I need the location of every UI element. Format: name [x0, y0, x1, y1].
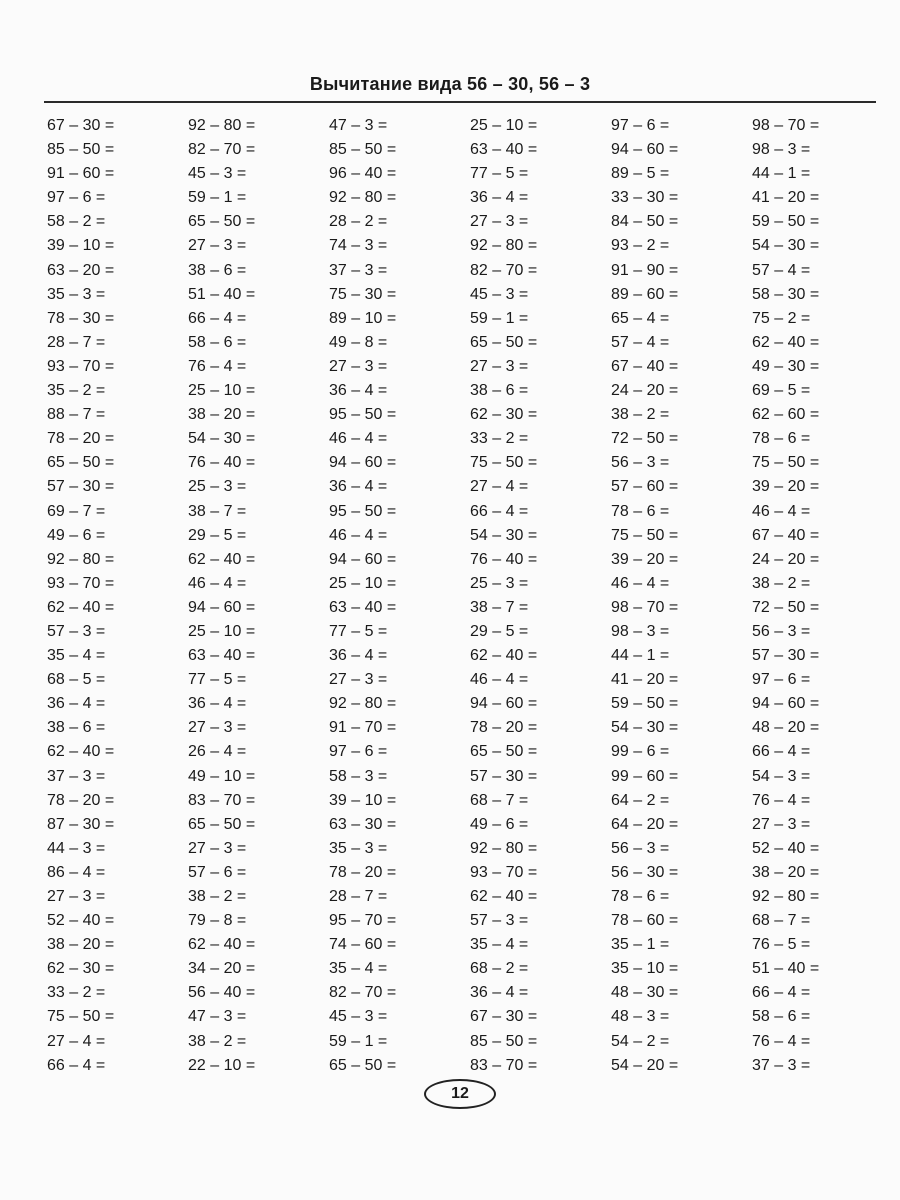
exercise-item: 38 – 6 = — [47, 719, 106, 737]
exercise-row — [0, 164, 900, 188]
exercise-item: 47 – 3 = — [329, 117, 388, 134]
exercise-item: 85 – 50 = — [47, 141, 115, 159]
exercise-item: 44 – 1 = — [611, 647, 670, 665]
exercise-item: 67 – 40 = — [752, 526, 820, 544]
exercise-row — [0, 598, 900, 622]
exercise-item: 92 – 80 = — [470, 237, 538, 255]
exercise-item: 49 – 6 = — [47, 526, 106, 544]
exercise-item: 62 – 40 = — [752, 333, 820, 351]
exercise-item: 69 – 7 = — [47, 502, 106, 520]
exercise-item: 69 – 5 = — [752, 382, 811, 400]
exercise-row — [0, 140, 900, 164]
exercise-item: 44 – 1 = — [752, 165, 811, 183]
exercise-item: 92 – 80 = — [470, 839, 538, 857]
exercise-item: 44 – 3 = — [47, 839, 106, 857]
exercise-item: 94 – 60 = — [188, 598, 256, 616]
exercise-item: 62 – 30 = — [470, 406, 538, 424]
exercise-item: 78 – 20 = — [329, 863, 397, 881]
exercise-item: 38 – 2 = — [752, 574, 811, 592]
exercise-item: 28 – 2 = — [329, 213, 388, 231]
page-number: 12 — [424, 1079, 496, 1109]
exercise-item: 97 – 6 = — [752, 671, 811, 689]
exercise-item: 89 – 5 = — [611, 165, 670, 183]
exercise-row — [0, 1007, 900, 1031]
exercise-item: 65 – 50 = — [329, 1056, 397, 1074]
exercise-item: 67 – 40 = — [611, 357, 679, 375]
exercise-row — [0, 212, 900, 236]
exercise-item: 39 – 10 = — [47, 237, 115, 255]
exercise-item: 27 – 3 = — [188, 237, 247, 255]
exercise-item: 22 – 10 = — [188, 1056, 256, 1074]
exercise-item: 64 – 20 = — [611, 815, 679, 833]
exercise-row — [0, 839, 900, 863]
exercise-item: 57 – 3 = — [470, 912, 529, 930]
exercise-item: 86 – 4 = — [47, 863, 106, 881]
exercise-item: 76 – 4 = — [752, 1032, 811, 1050]
exercise-item: 38 – 6 = — [188, 261, 247, 279]
exercise-item: 35 – 1 = — [611, 936, 670, 954]
exercise-item: 62 – 30 = — [47, 960, 115, 978]
exercise-item: 52 – 40 = — [752, 839, 820, 857]
exercise-row — [0, 718, 900, 742]
exercise-item: 62 – 40 = — [47, 598, 115, 616]
exercise-item: 56 – 3 = — [611, 839, 670, 857]
exercise-item: 75 – 50 = — [47, 1008, 115, 1026]
exercise-item: 29 – 5 = — [470, 622, 529, 640]
exercise-row — [0, 574, 900, 598]
exercise-item: 48 – 20 = — [752, 719, 820, 737]
exercise-item: 82 – 70 = — [470, 261, 538, 279]
exercise-item: 63 – 40 = — [329, 598, 397, 616]
exercise-item: 24 – 20 = — [752, 550, 820, 568]
exercise-item: 75 – 2 = — [752, 309, 811, 327]
exercise-item: 58 – 30 = — [752, 285, 820, 303]
exercise-row — [0, 526, 900, 550]
exercise-item: 93 – 70 = — [470, 863, 538, 881]
exercise-item: 65 – 50 = — [47, 454, 115, 472]
exercise-row — [0, 622, 900, 646]
exercise-item: 74 – 60 = — [329, 936, 397, 954]
exercise-item: 35 – 3 = — [47, 285, 106, 303]
exercise-item: 49 – 6 = — [470, 815, 529, 833]
exercise-item: 63 – 20 = — [47, 261, 115, 279]
exercise-item: 63 – 30 = — [329, 815, 397, 833]
exercise-item: 57 – 3 = — [47, 622, 106, 640]
exercise-item: 64 – 2 = — [611, 791, 670, 809]
exercise-item: 85 – 50 = — [470, 1032, 538, 1050]
exercise-item: 46 – 4 = — [188, 574, 247, 592]
exercise-item: 38 – 20 = — [188, 406, 256, 424]
exercise-item: 24 – 20 = — [611, 382, 679, 400]
exercise-item: 94 – 60 = — [470, 695, 538, 713]
exercise-row — [0, 694, 900, 718]
exercise-item: 99 – 6 = — [611, 743, 670, 761]
exercise-item: 26 – 4 = — [188, 743, 247, 761]
exercise-item: 35 – 4 = — [47, 647, 106, 665]
exercise-item: 95 – 50 = — [329, 406, 397, 424]
exercise-item: 74 – 3 = — [329, 237, 388, 255]
exercise-item: 45 – 3 = — [188, 165, 247, 183]
exercise-item: 77 – 5 = — [329, 622, 388, 640]
exercise-item: 57 – 4 = — [752, 261, 811, 279]
exercise-item: 36 – 4 = — [329, 647, 388, 665]
exercise-item: 37 – 3 = — [752, 1056, 811, 1074]
exercise-item: 49 – 30 = — [752, 357, 820, 375]
exercise-item: 36 – 4 = — [470, 189, 529, 207]
exercise-item: 84 – 50 = — [611, 213, 679, 231]
exercise-item: 27 – 3 = — [329, 357, 388, 375]
exercise-row — [0, 405, 900, 429]
exercise-item: 33 – 2 = — [470, 430, 529, 448]
exercise-item: 88 – 7 = — [47, 406, 106, 424]
exercise-row — [0, 887, 900, 911]
exercise-item: 51 – 40 = — [752, 960, 820, 978]
exercise-item: 33 – 30 = — [611, 189, 679, 207]
exercise-row — [0, 911, 900, 935]
exercise-item: 35 – 4 = — [329, 960, 388, 978]
exercise-item: 57 – 6 = — [188, 863, 247, 881]
exercise-item: 25 – 10 = — [188, 622, 256, 640]
exercise-item: 66 – 4 = — [470, 502, 529, 520]
exercise-item: 65 – 50 = — [188, 213, 256, 231]
exercise-item: 58 – 3 = — [329, 767, 388, 785]
exercise-item: 36 – 4 = — [329, 382, 388, 400]
exercise-item: 33 – 2 = — [47, 984, 106, 1002]
exercise-item: 85 – 50 = — [329, 141, 397, 159]
exercise-item: 93 – 2 = — [611, 237, 670, 255]
exercise-item: 39 – 20 = — [611, 550, 679, 568]
exercise-item: 59 – 1 = — [329, 1032, 388, 1050]
exercise-item: 58 – 2 = — [47, 213, 106, 231]
exercise-item: 25 – 10 = — [470, 117, 538, 134]
exercise-item: 49 – 10 = — [188, 767, 256, 785]
exercise-item: 76 – 4 = — [188, 357, 247, 375]
exercise-item: 62 – 40 = — [470, 888, 538, 905]
exercise-item: 46 – 4 = — [752, 502, 811, 520]
title-divider — [44, 101, 876, 103]
exercise-item: 54 – 3 = — [752, 767, 811, 785]
exercise-grid — [0, 116, 900, 1080]
exercise-item: 46 – 4 = — [611, 574, 670, 592]
exercise-item: 49 – 8 = — [329, 333, 388, 351]
exercise-item: 79 – 8 = — [188, 912, 247, 930]
exercise-item: 89 – 10 = — [329, 309, 397, 327]
exercise-item: 92 – 80 = — [188, 117, 256, 134]
exercise-row — [0, 935, 900, 959]
exercise-item: 45 – 3 = — [329, 1008, 388, 1026]
exercise-row — [0, 261, 900, 285]
exercise-row — [0, 670, 900, 694]
exercise-item: 97 – 6 = — [47, 189, 106, 207]
exercise-item: 25 – 10 = — [188, 382, 256, 400]
exercise-item: 27 – 4 = — [47, 1032, 106, 1050]
exercise-item: 56 – 40 = — [188, 984, 256, 1002]
exercise-item: 65 – 50 = — [188, 815, 256, 833]
exercise-item: 35 – 10 = — [611, 960, 679, 978]
exercise-item: 46 – 4 = — [470, 671, 529, 689]
exercise-item: 27 – 3 = — [470, 213, 529, 231]
exercise-item: 54 – 30 = — [752, 237, 820, 255]
exercise-item: 98 – 3 = — [752, 141, 811, 159]
exercise-item: 72 – 50 = — [611, 430, 679, 448]
exercise-item: 58 – 6 = — [752, 1008, 811, 1026]
exercise-item: 36 – 4 = — [188, 695, 247, 713]
exercise-item: 37 – 3 = — [47, 767, 106, 785]
exercise-item: 93 – 70 = — [47, 357, 115, 375]
exercise-item: 38 – 6 = — [470, 382, 529, 400]
exercise-item: 38 – 2 = — [611, 406, 670, 424]
exercise-item: 76 – 40 = — [470, 550, 538, 568]
exercise-item: 51 – 40 = — [188, 285, 256, 303]
exercise-item: 78 – 30 = — [47, 309, 115, 327]
exercise-item: 47 – 3 = — [188, 1008, 247, 1026]
exercise-item: 82 – 70 = — [188, 141, 256, 159]
exercise-item: 98 – 70 = — [611, 598, 679, 616]
exercise-row — [0, 1056, 900, 1080]
exercise-item: 83 – 70 = — [470, 1056, 538, 1074]
exercise-row — [0, 188, 900, 212]
exercise-item: 27 – 3 = — [47, 888, 106, 905]
exercise-item: 54 – 20 = — [611, 1056, 679, 1074]
exercise-item: 35 – 4 = — [470, 936, 529, 954]
exercise-item: 39 – 10 = — [329, 791, 397, 809]
exercise-item: 78 – 6 = — [611, 888, 670, 905]
exercise-item: 25 – 3 = — [188, 478, 247, 496]
exercise-item: 62 – 40 = — [470, 647, 538, 665]
exercise-item: 52 – 40 = — [47, 912, 115, 930]
exercise-item: 66 – 4 = — [752, 743, 811, 761]
exercise-item: 59 – 50 = — [611, 695, 679, 713]
exercise-item: 56 – 3 = — [611, 454, 670, 472]
exercise-item: 37 – 3 = — [329, 261, 388, 279]
exercise-item: 87 – 30 = — [47, 815, 115, 833]
exercise-item: 38 – 20 = — [752, 863, 820, 881]
exercise-row — [0, 236, 900, 260]
exercise-row — [0, 285, 900, 309]
exercise-item: 34 – 20 = — [188, 960, 256, 978]
exercise-row — [0, 357, 900, 381]
exercise-item: 62 – 40 = — [188, 936, 256, 954]
exercise-item: 65 – 50 = — [470, 743, 538, 761]
exercise-item: 91 – 70 = — [329, 719, 397, 737]
exercise-item: 57 – 30 = — [752, 647, 820, 665]
exercise-row — [0, 477, 900, 501]
exercise-item: 75 – 50 = — [470, 454, 538, 472]
exercise-item: 35 – 3 = — [329, 839, 388, 857]
exercise-item: 59 – 1 = — [470, 309, 529, 327]
exercise-item: 28 – 7 = — [47, 333, 106, 351]
exercise-item: 57 – 30 = — [470, 767, 538, 785]
exercise-item: 38 – 2 = — [188, 1032, 247, 1050]
exercise-item: 99 – 60 = — [611, 767, 679, 785]
exercise-item: 67 – 30 = — [470, 1008, 538, 1026]
exercise-row — [0, 309, 900, 333]
exercise-item: 48 – 30 = — [611, 984, 679, 1002]
exercise-item: 92 – 80 = — [47, 550, 115, 568]
exercise-item: 36 – 4 = — [47, 695, 106, 713]
exercise-item: 25 – 10 = — [329, 574, 397, 592]
exercise-item: 76 – 4 = — [752, 791, 811, 809]
exercise-item: 92 – 80 = — [329, 695, 397, 713]
exercise-row — [0, 815, 900, 839]
exercise-item: 29 – 5 = — [188, 526, 247, 544]
exercise-item: 98 – 70 = — [752, 117, 820, 134]
exercise-item: 38 – 2 = — [188, 888, 247, 905]
exercise-item: 78 – 20 = — [470, 719, 538, 737]
exercise-item: 78 – 6 = — [611, 502, 670, 520]
exercise-row — [0, 791, 900, 815]
exercise-item: 83 – 70 = — [188, 791, 256, 809]
exercise-item: 27 – 3 = — [329, 671, 388, 689]
exercise-row — [0, 742, 900, 766]
exercise-item: 95 – 70 = — [329, 912, 397, 930]
exercise-item: 66 – 4 = — [188, 309, 247, 327]
exercise-item: 94 – 60 = — [329, 454, 397, 472]
exercise-item: 75 – 30 = — [329, 285, 397, 303]
exercise-item: 65 – 4 = — [611, 309, 670, 327]
exercise-item: 91 – 60 = — [47, 165, 115, 183]
page-title: Вычитание вида 56 – 30, 56 – 3 — [309, 74, 591, 94]
exercise-item: 93 – 70 = — [47, 574, 115, 592]
exercise-row — [0, 502, 900, 526]
exercise-item: 91 – 90 = — [611, 261, 679, 279]
exercise-item: 59 – 1 = — [188, 189, 247, 207]
exercise-item: 28 – 7 = — [329, 888, 388, 905]
exercise-item: 78 – 20 = — [47, 430, 115, 448]
exercise-item: 57 – 4 = — [611, 333, 670, 351]
exercise-item: 27 – 3 = — [470, 357, 529, 375]
exercise-item: 38 – 7 = — [188, 502, 247, 520]
exercise-item: 95 – 50 = — [329, 502, 397, 520]
exercise-item: 54 – 30 = — [470, 526, 538, 544]
exercise-row — [0, 550, 900, 574]
exercise-item: 75 – 50 = — [752, 454, 820, 472]
exercise-item: 54 – 2 = — [611, 1032, 670, 1050]
exercise-item: 75 – 50 = — [611, 526, 679, 544]
exercise-item: 38 – 20 = — [47, 936, 115, 954]
exercise-item: 54 – 30 = — [611, 719, 679, 737]
exercise-item: 36 – 4 = — [470, 984, 529, 1002]
exercise-item: 68 – 7 = — [752, 912, 811, 930]
exercise-item: 94 – 60 = — [752, 695, 820, 713]
exercise-item: 78 – 6 = — [752, 430, 811, 448]
exercise-row — [0, 116, 900, 140]
exercise-item: 77 – 5 = — [470, 165, 529, 183]
exercise-row — [0, 429, 900, 453]
exercise-item: 62 – 40 = — [47, 743, 115, 761]
exercise-item: 35 – 2 = — [47, 382, 106, 400]
exercise-item: 57 – 60 = — [611, 478, 679, 496]
exercise-item: 63 – 40 = — [188, 647, 256, 665]
exercise-item: 89 – 60 = — [611, 285, 679, 303]
exercise-item: 25 – 3 = — [470, 574, 529, 592]
exercise-item: 97 – 6 = — [329, 743, 388, 761]
exercise-item: 39 – 20 = — [752, 478, 820, 496]
exercise-row — [0, 381, 900, 405]
exercise-item: 41 – 20 = — [611, 671, 679, 689]
exercise-item: 45 – 3 = — [470, 285, 529, 303]
exercise-item: 68 – 2 = — [470, 960, 529, 978]
exercise-item: 27 – 3 = — [188, 839, 247, 857]
exercise-item: 58 – 6 = — [188, 333, 247, 351]
exercise-item: 66 – 4 = — [752, 984, 811, 1002]
exercise-row — [0, 333, 900, 357]
exercise-item: 77 – 5 = — [188, 671, 247, 689]
exercise-item: 68 – 7 = — [470, 791, 529, 809]
exercise-row — [0, 767, 900, 791]
exercise-item: 59 – 50 = — [752, 213, 820, 231]
exercise-item: 48 – 3 = — [611, 1008, 670, 1026]
exercise-item: 27 – 3 = — [188, 719, 247, 737]
exercise-item: 57 – 30 = — [47, 478, 115, 496]
exercise-item: 82 – 70 = — [329, 984, 397, 1002]
exercise-row — [0, 983, 900, 1007]
exercise-item: 36 – 4 = — [329, 478, 388, 496]
exercise-item: 78 – 20 = — [47, 791, 115, 809]
exercise-item: 27 – 3 = — [752, 815, 811, 833]
exercise-item: 62 – 60 = — [752, 406, 820, 424]
exercise-item: 65 – 50 = — [470, 333, 538, 351]
exercise-item: 96 – 40 = — [329, 165, 397, 183]
exercise-item: 78 – 60 = — [611, 912, 679, 930]
exercise-row — [0, 453, 900, 477]
exercise-item: 27 – 4 = — [470, 478, 529, 496]
exercise-item: 63 – 40 = — [470, 141, 538, 159]
exercise-item: 67 – 30 = — [47, 117, 115, 134]
exercise-item: 66 – 4 = — [47, 1056, 106, 1074]
exercise-item: 38 – 7 = — [470, 598, 529, 616]
exercise-row — [0, 863, 900, 887]
exercise-item: 72 – 50 = — [752, 598, 820, 616]
exercise-item: 46 – 4 = — [329, 526, 388, 544]
exercise-item: 92 – 80 = — [752, 888, 820, 905]
exercise-item: 68 – 5 = — [47, 671, 106, 689]
exercise-item: 94 – 60 = — [611, 141, 679, 159]
exercise-item: 76 – 5 = — [752, 936, 811, 954]
exercise-item: 94 – 60 = — [329, 550, 397, 568]
exercise-row — [0, 959, 900, 983]
exercise-item: 98 – 3 = — [611, 622, 670, 640]
exercise-item: 56 – 3 = — [752, 622, 811, 640]
exercise-item: 46 – 4 = — [329, 430, 388, 448]
exercise-item: 62 – 40 = — [188, 550, 256, 568]
exercise-item: 97 – 6 = — [611, 117, 670, 134]
exercise-item: 41 – 20 = — [752, 189, 820, 207]
exercise-item: 92 – 80 = — [329, 189, 397, 207]
exercise-item: 54 – 30 = — [188, 430, 256, 448]
exercise-item: 56 – 30 = — [611, 863, 679, 881]
exercise-row — [0, 646, 900, 670]
exercise-row — [0, 1032, 900, 1056]
exercise-item: 76 – 40 = — [188, 454, 256, 472]
